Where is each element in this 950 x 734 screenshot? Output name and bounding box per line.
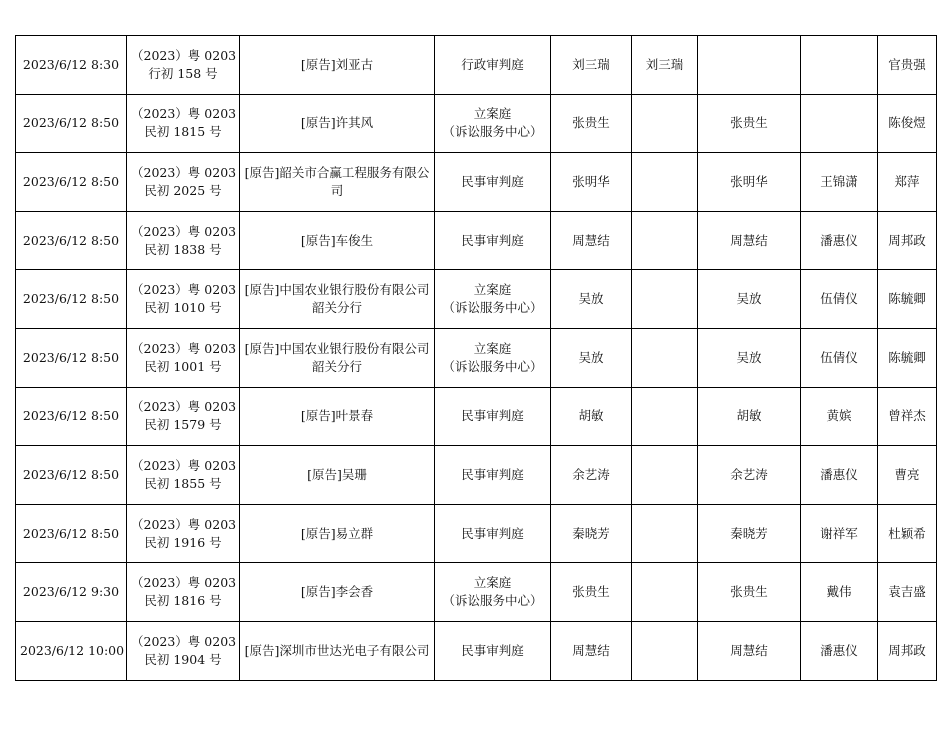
party-cell: [原告]易立群	[240, 504, 435, 563]
case-number-line-1: （2023）粤 0203	[131, 340, 237, 356]
member-col8-cell: 王锦潇	[801, 153, 878, 212]
judge-col6-cell: 刘三瑞	[632, 36, 698, 95]
tribunal-line-2: （诉讼服务中心）	[442, 593, 543, 609]
case-number-line-2: 行初 158 号	[148, 65, 218, 81]
case-number-line-2: 民初 1579 号	[144, 417, 222, 433]
hearing-time-cell: 2023/6/12 8:50	[16, 211, 127, 270]
judge-col7-cell: 张贵生	[698, 94, 801, 153]
presiding-judge-cell: 张明华	[551, 153, 632, 212]
case-number-line-2: 民初 2025 号	[144, 182, 222, 198]
presiding-judge-cell: 张贵生	[551, 94, 632, 153]
table-row	[16, 621, 937, 680]
hearing-time-cell: 2023/6/12 8:50	[16, 504, 127, 563]
tribunal-line-1: 民事审判庭	[461, 232, 524, 248]
case-number-line-2: 民初 1904 号	[144, 651, 222, 667]
tribunal-line-1: 民事审判庭	[461, 408, 524, 424]
clerk-col9-cell: 陈俊煜	[878, 94, 937, 153]
case-number-line-1: （2023）粤 0203	[131, 223, 237, 239]
judge-col7-cell: 余艺涛	[698, 446, 801, 505]
party-cell: [原告]刘亚古	[240, 36, 435, 95]
table-row	[16, 153, 937, 212]
member-col8-cell: 潘惠仪	[801, 621, 878, 680]
judge-col6-cell	[632, 387, 698, 446]
hearing-time-cell: 2023/6/12 8:50	[16, 446, 127, 505]
hearing-time-cell: 2023/6/12 8:50	[16, 153, 127, 212]
case-number-line-1: （2023）粤 0203	[131, 633, 237, 649]
member-col8-cell	[801, 94, 878, 153]
judge-col7-cell: 吴放	[698, 270, 801, 329]
presiding-judge-cell: 刘三瑞	[551, 36, 632, 95]
case-number-cell	[127, 153, 240, 212]
tribunal-cell	[435, 563, 551, 622]
clerk-col9-cell: 袁吉盛	[878, 563, 937, 622]
case-number-cell	[127, 563, 240, 622]
clerk-col9-cell: 陈毓卿	[878, 328, 937, 387]
tribunal-line-1: 立案庭	[473, 282, 512, 298]
judge-col6-cell	[632, 94, 698, 153]
tribunal-line-1: 行政审判庭	[461, 56, 524, 72]
case-number-line-2: 民初 1855 号	[144, 475, 222, 491]
tribunal-cell	[435, 211, 551, 270]
case-number-cell	[127, 211, 240, 270]
tribunal-cell	[435, 504, 551, 563]
judge-col7-cell: 吴放	[698, 328, 801, 387]
case-number-cell	[127, 621, 240, 680]
tribunal-cell	[435, 94, 551, 153]
case-number-line-2: 民初 1816 号	[144, 593, 222, 609]
tribunal-cell	[435, 621, 551, 680]
tribunal-line-1: 立案庭	[473, 106, 512, 122]
case-number-line-1: （2023）粤 0203	[131, 47, 237, 63]
presiding-judge-cell: 余艺涛	[551, 446, 632, 505]
judge-col6-cell	[632, 328, 698, 387]
party-cell: [原告]深圳市世达光电子有限公司	[240, 621, 435, 680]
hearing-time-cell: 2023/6/12 8:50	[16, 270, 127, 329]
member-col8-cell: 潘惠仪	[801, 446, 878, 505]
hearing-schedule-table	[15, 35, 937, 681]
table-row	[16, 328, 937, 387]
judge-col7-cell: 周慧结	[698, 211, 801, 270]
case-number-line-2: 民初 1815 号	[144, 124, 222, 140]
clerk-col9-cell: 杜颖希	[878, 504, 937, 563]
tribunal-cell	[435, 270, 551, 329]
case-number-cell	[127, 446, 240, 505]
table-row	[16, 563, 937, 622]
judge-col7-cell: 秦晓芳	[698, 504, 801, 563]
hearing-time-cell: 2023/6/12 8:50	[16, 94, 127, 153]
tribunal-line-1: 立案庭	[473, 340, 512, 356]
case-number-line-1: （2023）粤 0203	[131, 575, 237, 591]
case-number-line-1: （2023）粤 0203	[131, 282, 237, 298]
case-number-line-2: 民初 1001 号	[144, 358, 222, 374]
judge-col6-cell	[632, 563, 698, 622]
clerk-col9-cell: 陈毓卿	[878, 270, 937, 329]
case-number-cell	[127, 504, 240, 563]
case-number-cell	[127, 328, 240, 387]
hearing-time-cell: 2023/6/12 9:30	[16, 563, 127, 622]
presiding-judge-cell: 吴放	[551, 270, 632, 329]
presiding-judge-cell: 胡敏	[551, 387, 632, 446]
party-cell: [原告]李会香	[240, 563, 435, 622]
case-number-cell	[127, 387, 240, 446]
party-cell: [原告]中国农业银行股份有限公司韶关分行	[240, 328, 435, 387]
clerk-col9-cell: 周邦政	[878, 621, 937, 680]
tribunal-cell	[435, 153, 551, 212]
case-number-line-1: （2023）粤 0203	[131, 516, 237, 532]
member-col8-cell: 潘惠仪	[801, 211, 878, 270]
hearing-schedule-page	[15, 35, 937, 681]
schedule-body	[16, 36, 937, 681]
case-number-line-2: 民初 1916 号	[144, 534, 222, 550]
judge-col7-cell: 张明华	[698, 153, 801, 212]
party-cell: [原告]吴珊	[240, 446, 435, 505]
case-number-cell	[127, 94, 240, 153]
case-number-cell	[127, 270, 240, 329]
case-number-line-1: （2023）粤 0203	[131, 399, 237, 415]
table-row	[16, 387, 937, 446]
tribunal-line-1: 民事审判庭	[461, 173, 524, 189]
tribunal-line-1: 民事审判庭	[461, 525, 524, 541]
tribunal-cell	[435, 446, 551, 505]
clerk-col9-cell: 曹亮	[878, 446, 937, 505]
clerk-col9-cell: 曾祥杰	[878, 387, 937, 446]
hearing-time-cell: 2023/6/12 10:00	[16, 621, 127, 680]
presiding-judge-cell: 吴放	[551, 328, 632, 387]
party-cell: [原告]中国农业银行股份有限公司韶关分行	[240, 270, 435, 329]
member-col8-cell: 戴伟	[801, 563, 878, 622]
judge-col6-cell	[632, 211, 698, 270]
tribunal-cell	[435, 36, 551, 95]
judge-col7-cell: 张贵生	[698, 563, 801, 622]
judge-col6-cell	[632, 446, 698, 505]
party-cell: [原告]许其风	[240, 94, 435, 153]
member-col8-cell: 伍倩仪	[801, 270, 878, 329]
party-cell: [原告]叶景春	[240, 387, 435, 446]
presiding-judge-cell: 张贵生	[551, 563, 632, 622]
case-number-line-1: （2023）粤 0203	[131, 106, 237, 122]
table-row	[16, 211, 937, 270]
tribunal-line-2: （诉讼服务中心）	[442, 358, 543, 374]
judge-col7-cell: 周慧结	[698, 621, 801, 680]
case-number-line-1: （2023）粤 0203	[131, 164, 237, 180]
member-col8-cell	[801, 36, 878, 95]
judge-col6-cell	[632, 270, 698, 329]
party-cell: [原告]韶关市合赢工程服务有限公司	[240, 153, 435, 212]
member-col8-cell: 黄嫔	[801, 387, 878, 446]
case-number-cell	[127, 36, 240, 95]
hearing-time-cell: 2023/6/12 8:50	[16, 387, 127, 446]
case-number-line-1: （2023）粤 0203	[131, 457, 237, 473]
presiding-judge-cell: 秦晓芳	[551, 504, 632, 563]
case-number-line-2: 民初 1838 号	[144, 241, 222, 257]
table-row	[16, 36, 937, 95]
tribunal-line-2: （诉讼服务中心）	[442, 124, 543, 140]
member-col8-cell: 谢祥军	[801, 504, 878, 563]
judge-col7-cell	[698, 36, 801, 95]
tribunal-cell	[435, 387, 551, 446]
member-col8-cell: 伍倩仪	[801, 328, 878, 387]
judge-col6-cell	[632, 504, 698, 563]
table-row	[16, 94, 937, 153]
table-row	[16, 270, 937, 329]
hearing-time-cell: 2023/6/12 8:50	[16, 328, 127, 387]
hearing-time-cell: 2023/6/12 8:30	[16, 36, 127, 95]
clerk-col9-cell: 郑萍	[878, 153, 937, 212]
judge-col6-cell	[632, 153, 698, 212]
tribunal-cell	[435, 328, 551, 387]
presiding-judge-cell: 周慧结	[551, 211, 632, 270]
tribunal-line-1: 民事审判庭	[461, 466, 524, 482]
case-number-line-2: 民初 1010 号	[144, 300, 222, 316]
tribunal-line-1: 立案庭	[473, 575, 512, 591]
table-row	[16, 504, 937, 563]
tribunal-line-2: （诉讼服务中心）	[442, 300, 543, 316]
presiding-judge-cell: 周慧结	[551, 621, 632, 680]
tribunal-line-1: 民事审判庭	[461, 642, 524, 658]
party-cell: [原告]车俊生	[240, 211, 435, 270]
table-row	[16, 446, 937, 505]
judge-col6-cell	[632, 621, 698, 680]
clerk-col9-cell: 周邦政	[878, 211, 937, 270]
clerk-col9-cell: 官贵强	[878, 36, 937, 95]
judge-col7-cell: 胡敏	[698, 387, 801, 446]
